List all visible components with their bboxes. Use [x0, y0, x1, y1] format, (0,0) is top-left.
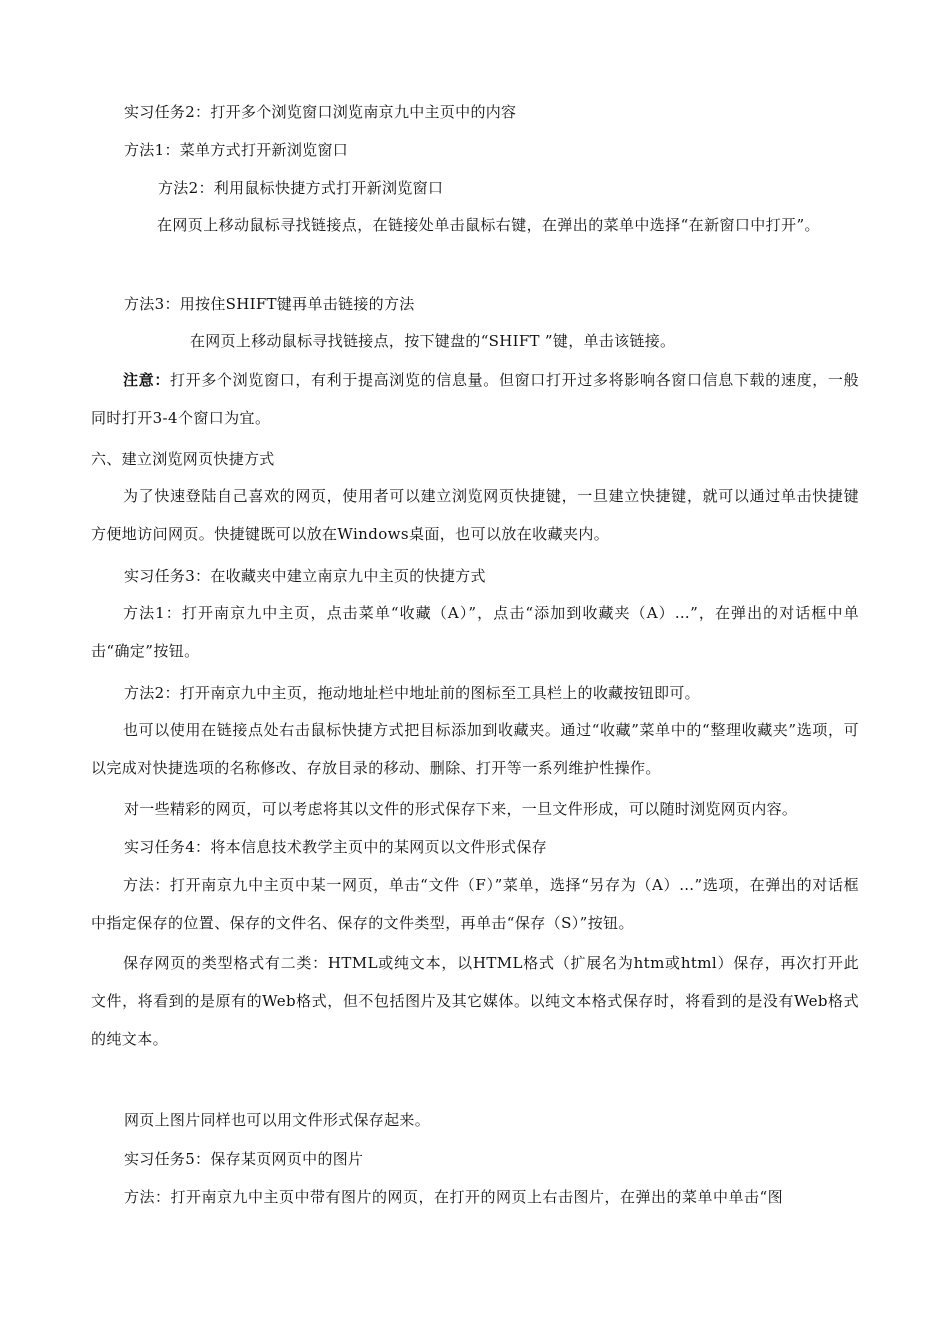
image-save-intro: 网页上图片同样也可以用文件形式保存起来。 — [124, 1111, 431, 1129]
task2-heading: 实习任务2：打开多个浏览窗口浏览南京九中主页中的内容 — [124, 103, 517, 121]
task3-heading: 实习任务3：在收藏夹中建立南京九中主页的快捷方式 — [124, 567, 486, 585]
task4-heading: 实习任务4：将本信息技术教学主页中的某网页以文件形式保存 — [124, 838, 547, 856]
task4-method-paragraph: 方法：打开南京九中主页中某一网页，单击“文件（F）”菜单，选择“另存为（A）…”选项，在弹出的对话框中指定保存的位置、保存的文件名、保存的文件类型，再单击“保存（S）”按钮。 — [91, 876, 859, 932]
method1-heading: 方法1：菜单方式打开新浏览窗口 — [124, 141, 349, 159]
method3-heading: 方法3：用按住SHIFT键再单击链接的方法 — [124, 295, 415, 313]
shortcut-intro-paragraph: 为了快速登陆自己喜欢的网页，使用者可以建立浏览网页快捷键，一旦建立快捷键，就可以通过单击快捷键方便地访问网页。快捷键既可以放在Windows桌面，也可以放在收藏夹内。 — [91, 487, 859, 543]
save-intro-paragraph: 对一些精彩的网页，可以考虑将其以文件的形式保存下来，一旦文件形成，可以随时浏览网页内容。 — [124, 800, 798, 818]
method2-heading: 方法2：利用鼠标快捷方式打开新浏览窗口 — [158, 179, 444, 197]
task5-method-paragraph: 方法：打开南京九中主页中带有图片的网页，在打开的网页上右击图片，在弹出的菜单中单击“图 — [124, 1188, 784, 1206]
task3-method1-paragraph: 方法1：打开南京九中主页，点击菜单“收藏（A）”，点击“添加到收藏夹（A）…”，在弹出的对话框中单击“确定”按钮。 — [91, 604, 859, 660]
note-text: 打开多个浏览窗口，有利于提高浏览的信息量。但窗口打开过多将影响各窗口信息下载的速度，一般同时打开3-4个窗口为宜。 — [91, 371, 859, 427]
note-label: 注意： — [123, 371, 170, 389]
method2-paragraph: 在网页上移动鼠标寻找链接点，在链接处单击鼠标右键，在弹出的菜单中选择“在新窗口中打开”。 — [157, 216, 820, 234]
note-paragraph — [91, 361, 859, 437]
task5-heading: 实习任务5：保存某页网页中的图片 — [124, 1150, 364, 1168]
save-format-paragraph: 保存网页的类型格式有二类：HTML或纯文本，以HTML格式（扩展名为htm或html）保存，再次打开此文件，将看到的是原有的Web格式，但不包括图片及其它媒体。以纯文本格式保存时，将看到的是没有Web格式的纯文本。 — [91, 954, 859, 1048]
favorites-paragraph: 也可以使用在链接点处右击鼠标快捷方式把目标添加到收藏夹。通过“收藏”菜单中的“整理收藏夹”选项，可以完成对快捷选项的名称修改、存放目录的移动、删除、打开等一系列维护性操作。 — [91, 721, 859, 777]
section6-heading: 六、建立浏览网页快捷方式 — [91, 450, 275, 468]
task3-method2-paragraph: 方法2：打开南京九中主页，拖动地址栏中地址前的图标至工具栏上的收藏按钮即可。 — [124, 684, 700, 702]
method3-paragraph: 在网页上移动鼠标寻找链接点，按下键盘的“SHIFT ”键，单击该链接。 — [190, 332, 676, 350]
